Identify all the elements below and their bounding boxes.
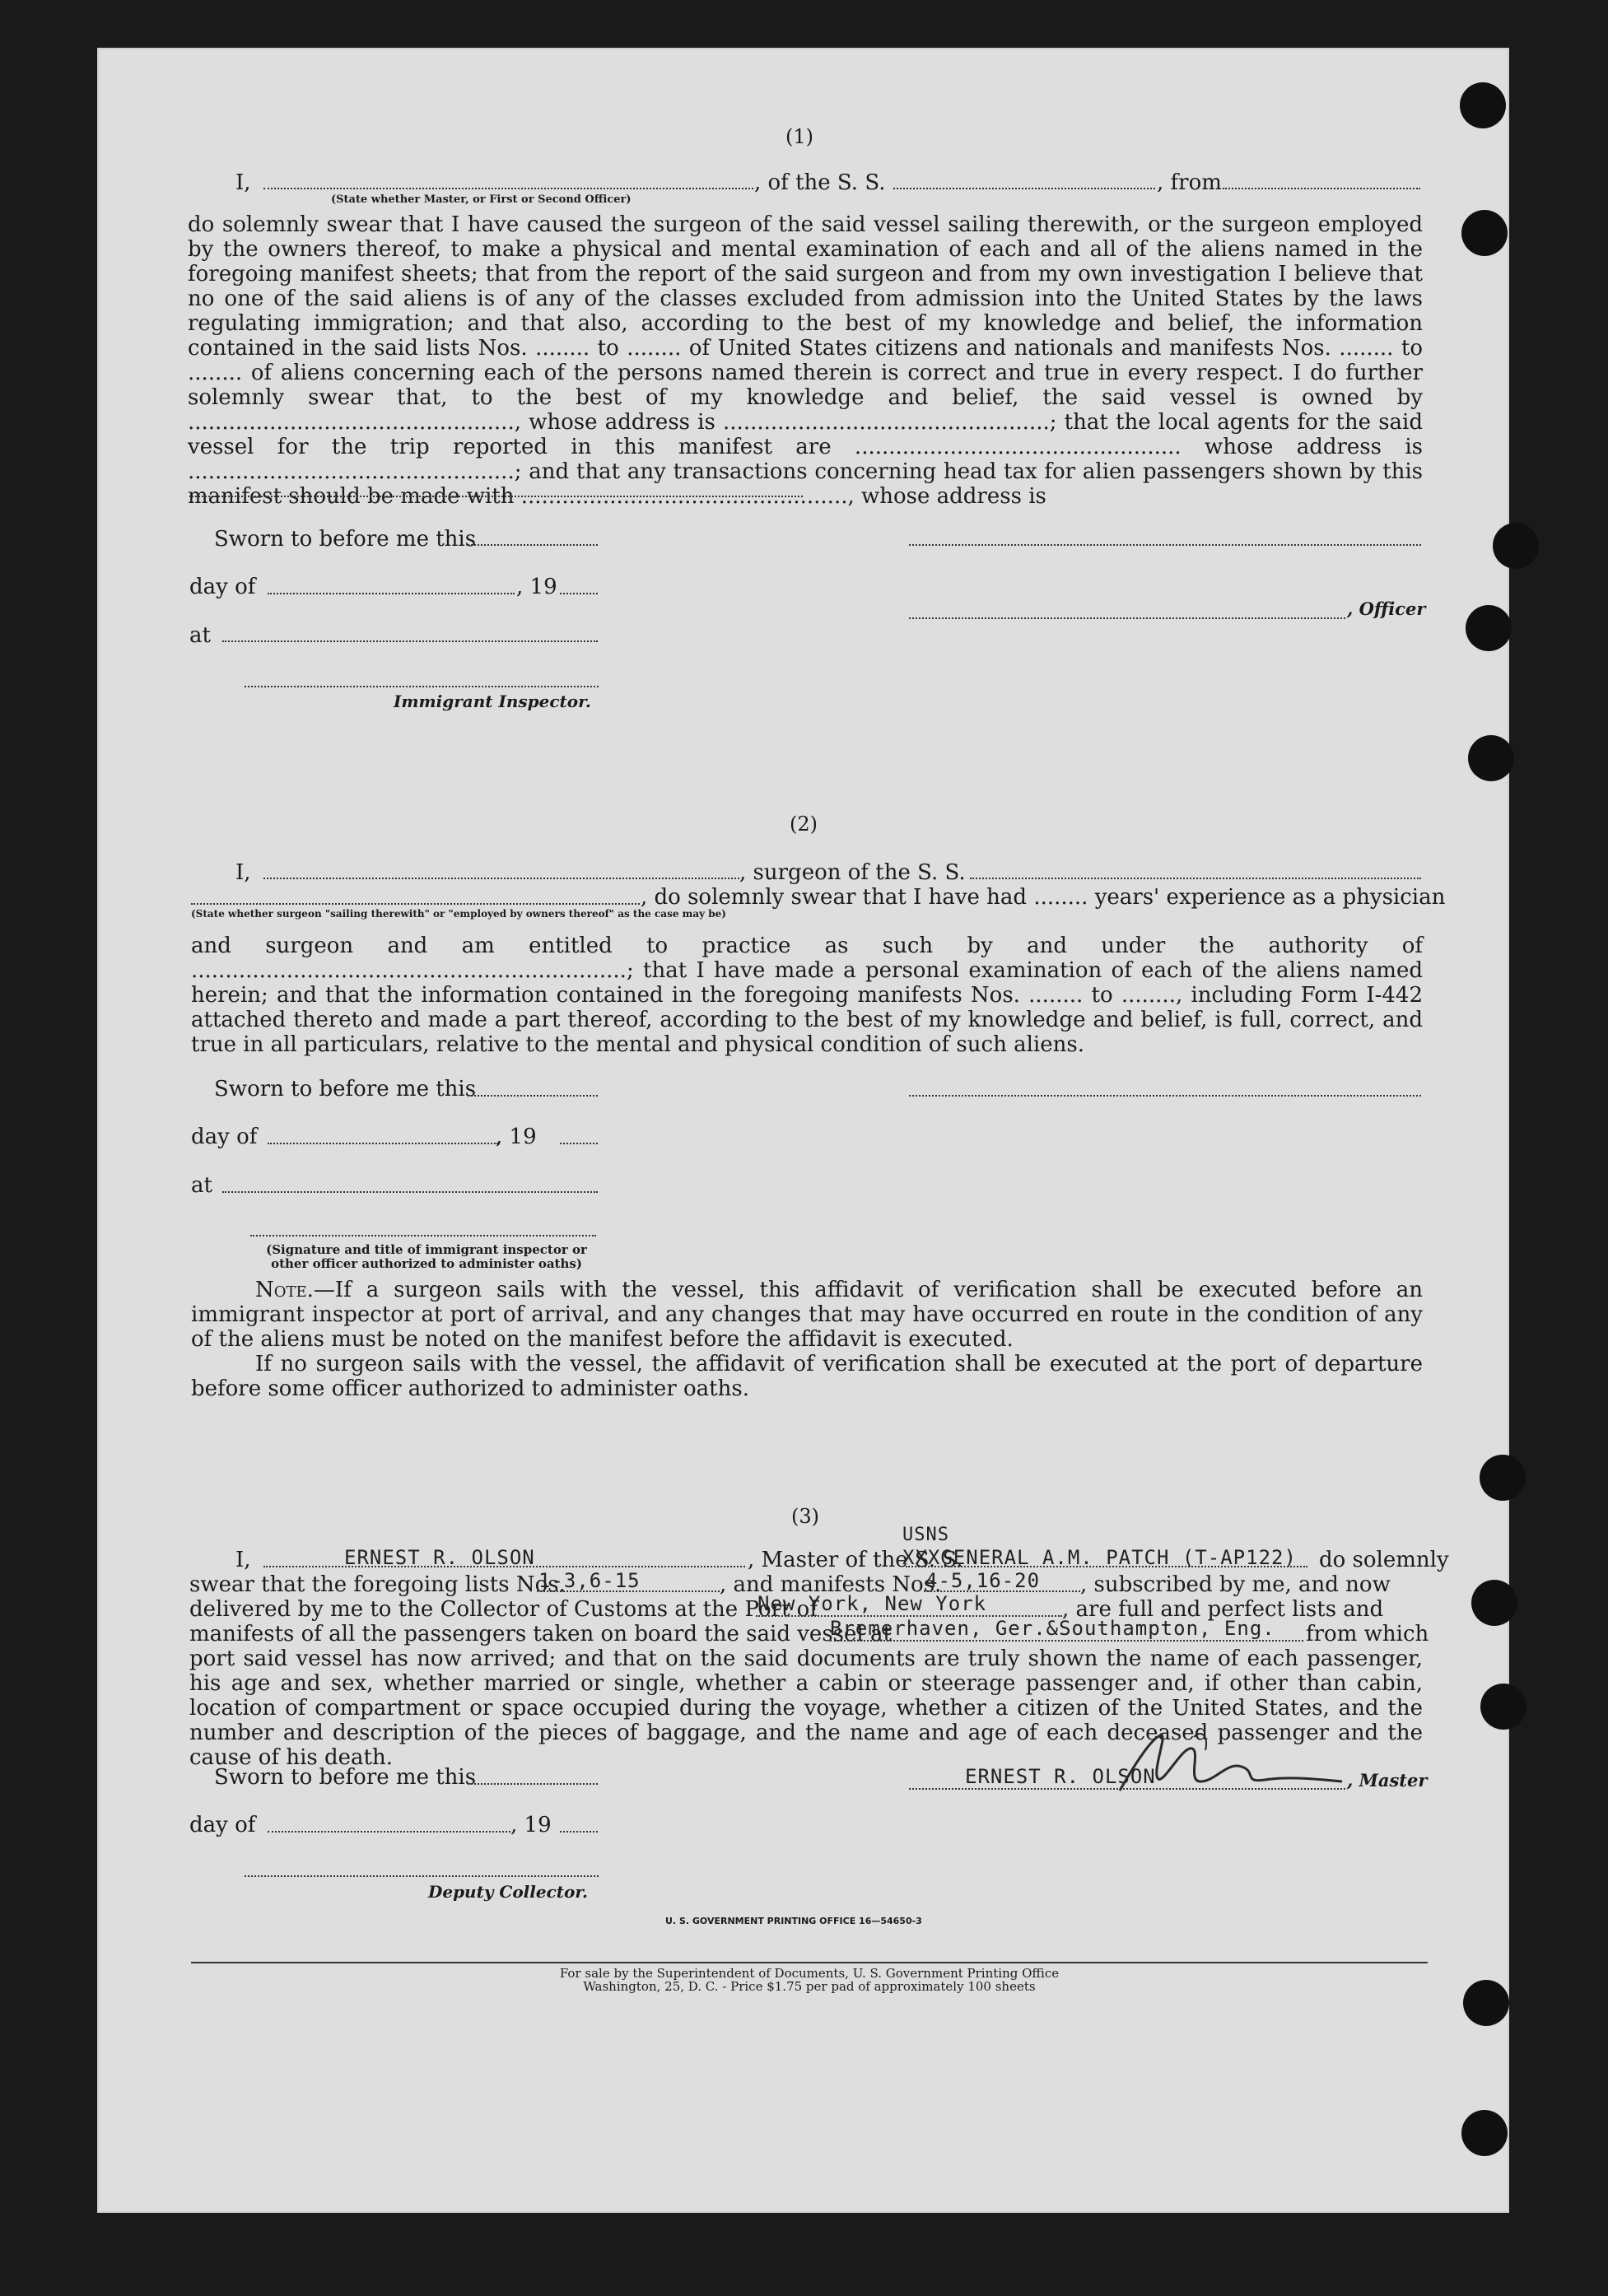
- surgeon-of-label: , surgeon of the S. S.: [739, 860, 966, 885]
- years-experience-text: , do solemnly swear that I have had ........ years' experience as a physician: [641, 885, 1446, 910]
- year-line[interactable]: [560, 593, 598, 594]
- section-3-paragraph: port said vessel has now arrived; and that on the said documents are truly shown the name of each passenger, his age and sex, whether married or single, whether a cabin or steerage passenger and, if other than cabin, location of compartment or space occupied during the voyage, whether a citizen of the United States, and the number and description of the pieces of baggage, and the name and age of each deceased passenger and the cause of his death.: [189, 1646, 1423, 1770]
- section-2-year: , 19: [496, 1125, 537, 1149]
- lists-nos-typed: 1-3,6-15: [538, 1569, 641, 1592]
- section-3-sworn: Sworn to before me this: [214, 1765, 477, 1790]
- address-line[interactable]: [189, 496, 803, 497]
- section-2-i: I,: [235, 860, 251, 885]
- sworn-date-line-3[interactable]: [468, 1783, 598, 1785]
- officer-title-line[interactable]: [909, 617, 1345, 619]
- full-perfect-label: , are full and perfect lists and: [1062, 1597, 1384, 1622]
- note-label: Note.: [255, 1278, 314, 1302]
- from-which-label: from which: [1306, 1622, 1429, 1646]
- note-text-2: If no surgeon sails with the vessel, the affidavit of verification shall be executed at the port of departure before some officer authorized to administer oaths.: [191, 1352, 1423, 1401]
- manifests-nos-typed: 4-5,16-20: [925, 1569, 1041, 1592]
- at-line-2[interactable]: [222, 1191, 598, 1193]
- section-2-day-of: day of: [191, 1125, 258, 1149]
- delivered-label: delivered by me to the Collector of Customs at the Port of: [189, 1597, 818, 1622]
- from-label: , from: [1157, 170, 1222, 195]
- section-3-number: (3): [791, 1505, 819, 1528]
- officer-rank-caption: (State whether Master, or First or Second Officer): [331, 193, 632, 206]
- binder-hole: [1471, 1580, 1517, 1626]
- vessel-name-line[interactable]: [893, 188, 1155, 189]
- section-2-number: (2): [790, 813, 818, 836]
- section-1-paragraph: do solemnly swear that I have caused the surgeon of the said vessel sailing therewith, or the surgeon employed by the owners thereof, to make a physical and mental examination of each and all of the aliens named in the foregoing manifest sheets; that from the report of the said surgeon and from my own investigation I believe that no one of the said aliens is of any of the classes excluded from admission into the United States by the laws regulating immigration; and that also, according to the best of my knowledge and belief, the information contained in the said lists Nos. ........ to ........ of United States citizens and nationals and manifests Nos. ........ to ........ of aliens concerning each of the persons named therein is correct and true in every respect. I do further solemnly swear that, to the best of my knowledge and belief, the said vessel is owned by ................................................, whose address is ................................................; that the local agents for the said vessel for the trip reported in this manifest are ................................................ whose address is ................................................; and that any transactions concerning head tax for alien passengers shown by this manifest should be made with ................................................, whose address is: [188, 212, 1423, 509]
- section-2-sworn: Sworn to before me this: [214, 1077, 477, 1101]
- binder-hole: [1493, 523, 1539, 569]
- inspector-signature-line[interactable]: [245, 686, 599, 687]
- surgeon-signature-line[interactable]: [909, 1095, 1421, 1097]
- manifests-all-label: manifests of all the passengers taken on board the said vessel at: [189, 1622, 892, 1646]
- gpo-imprint: U. S. GOVERNMENT PRINTING OFFICE 16—54650-3: [665, 1916, 922, 1926]
- section-3-i: I,: [235, 1548, 251, 1572]
- master-signature-scrawl: [1103, 1712, 1350, 1803]
- year-line-3[interactable]: [560, 1831, 598, 1833]
- section-1-year: , 19: [516, 575, 557, 599]
- from-port-line[interactable]: [1223, 188, 1420, 189]
- immigrant-inspector-label: Immigrant Inspector.: [394, 692, 591, 711]
- binder-hole: [1480, 1455, 1526, 1501]
- note-text-1: —If a surgeon sails with the vessel, this affidavit of verification shall be executed before an immigrant inspector at port of arrival, and any changes that may have occurred en route in the condition of any of the aliens must be noted on the manifest before the affidavit is executed.: [191, 1278, 1423, 1352]
- binder-hole: [1460, 82, 1506, 128]
- master-of-label: , Master of the S. S.: [748, 1548, 963, 1572]
- master-name-typed: ERNEST R. OLSON: [344, 1546, 535, 1569]
- footer-line-1: For sale by the Superintendent of Documents, U. S. Government Printing Office: [559, 1966, 1060, 1981]
- binder-hole: [1461, 210, 1508, 256]
- inspector-signature-line-2[interactable]: [250, 1235, 596, 1236]
- and-manifests-label: , and manifests Nos.: [720, 1572, 942, 1597]
- section-1-i: I,: [235, 170, 251, 195]
- usns-typed: USNS: [902, 1525, 949, 1545]
- surgeon-vessel-line[interactable]: [970, 878, 1421, 879]
- day-of-line-2[interactable]: [268, 1143, 498, 1144]
- signature-title-caption: (Signature and title of immigrant inspector or other officer authorized to administer oaths): [266, 1242, 587, 1271]
- deputy-collector-label: Deputy Collector.: [428, 1882, 589, 1902]
- surgeon-status-line[interactable]: [191, 903, 640, 905]
- vessel-name-typed: XXXGENERAL A.M. PATCH (T-AP122): [902, 1546, 1297, 1569]
- footer-line-2: Washington, 25, D. C. - Price $1.75 per pad of approximately 100 sheets: [583, 1979, 1036, 1994]
- binder-hole: [1463, 1980, 1509, 2026]
- section-1-number: (1): [785, 125, 813, 148]
- master-label: , Master: [1347, 1770, 1428, 1791]
- section-1-at: at: [189, 623, 211, 648]
- deputy-signature-line[interactable]: [245, 1875, 599, 1877]
- master-signature-typed: ERNEST R. OLSON: [965, 1765, 1156, 1788]
- binder-hole: [1480, 1684, 1526, 1730]
- port-typed: New York, New York: [757, 1592, 987, 1615]
- surgeon-name-line[interactable]: [263, 878, 739, 879]
- swear-lists-label: swear that the foregoing lists Nos.: [189, 1572, 566, 1597]
- sworn-date-line-2[interactable]: [468, 1095, 598, 1097]
- sworn-date-line[interactable]: [468, 544, 598, 546]
- footer-rule: [191, 1962, 1428, 1963]
- do-solemnly-label: do solemnly: [1319, 1548, 1449, 1572]
- departure-port-typed: Bremerhaven, Ger.&Southampton, Eng.: [830, 1617, 1275, 1640]
- officer-name-line[interactable]: [263, 188, 753, 189]
- departure-port-line[interactable]: [830, 1640, 1303, 1642]
- day-of-line-3[interactable]: [268, 1831, 510, 1833]
- day-of-line[interactable]: [268, 593, 515, 594]
- section-1-sworn: Sworn to before me this: [214, 527, 477, 552]
- subscribed-label: , subscribed by me, and now: [1080, 1572, 1391, 1597]
- section-3-year: , 19: [510, 1813, 552, 1837]
- officer-label: , Officer: [1347, 598, 1426, 619]
- year-line-2[interactable]: [560, 1143, 598, 1144]
- of-ss-label: , of the S. S.: [754, 170, 886, 195]
- surgeon-status-caption: (State whether surgeon "sailing therewith" or "employed by owners thereof" as the case may be): [191, 908, 726, 920]
- section-3-day-of: day of: [189, 1813, 256, 1837]
- section-1-day-of: day of: [189, 575, 256, 599]
- section-2-paragraph: and surgeon and am entitled to practice as such by and under the authority of ................................................................; that I have made a personal examination of each of the aliens named herein; and that the information contained in the foregoing manifests Nos. ........ to ........, including Form I-442 attached thereto and made a part thereof, according to the best of my knowledge and belief, is full, correct, and true in all particulars, relative to the mental and physical condition of such aliens.: [191, 934, 1423, 1057]
- at-line[interactable]: [222, 640, 598, 642]
- section-2-at: at: [191, 1173, 212, 1198]
- binder-hole: [1466, 605, 1512, 651]
- officer-signature-line[interactable]: [909, 544, 1421, 546]
- binder-hole: [1468, 735, 1514, 781]
- binder-hole: [1461, 2110, 1508, 2156]
- note-paragraph: [191, 1278, 1423, 1352]
